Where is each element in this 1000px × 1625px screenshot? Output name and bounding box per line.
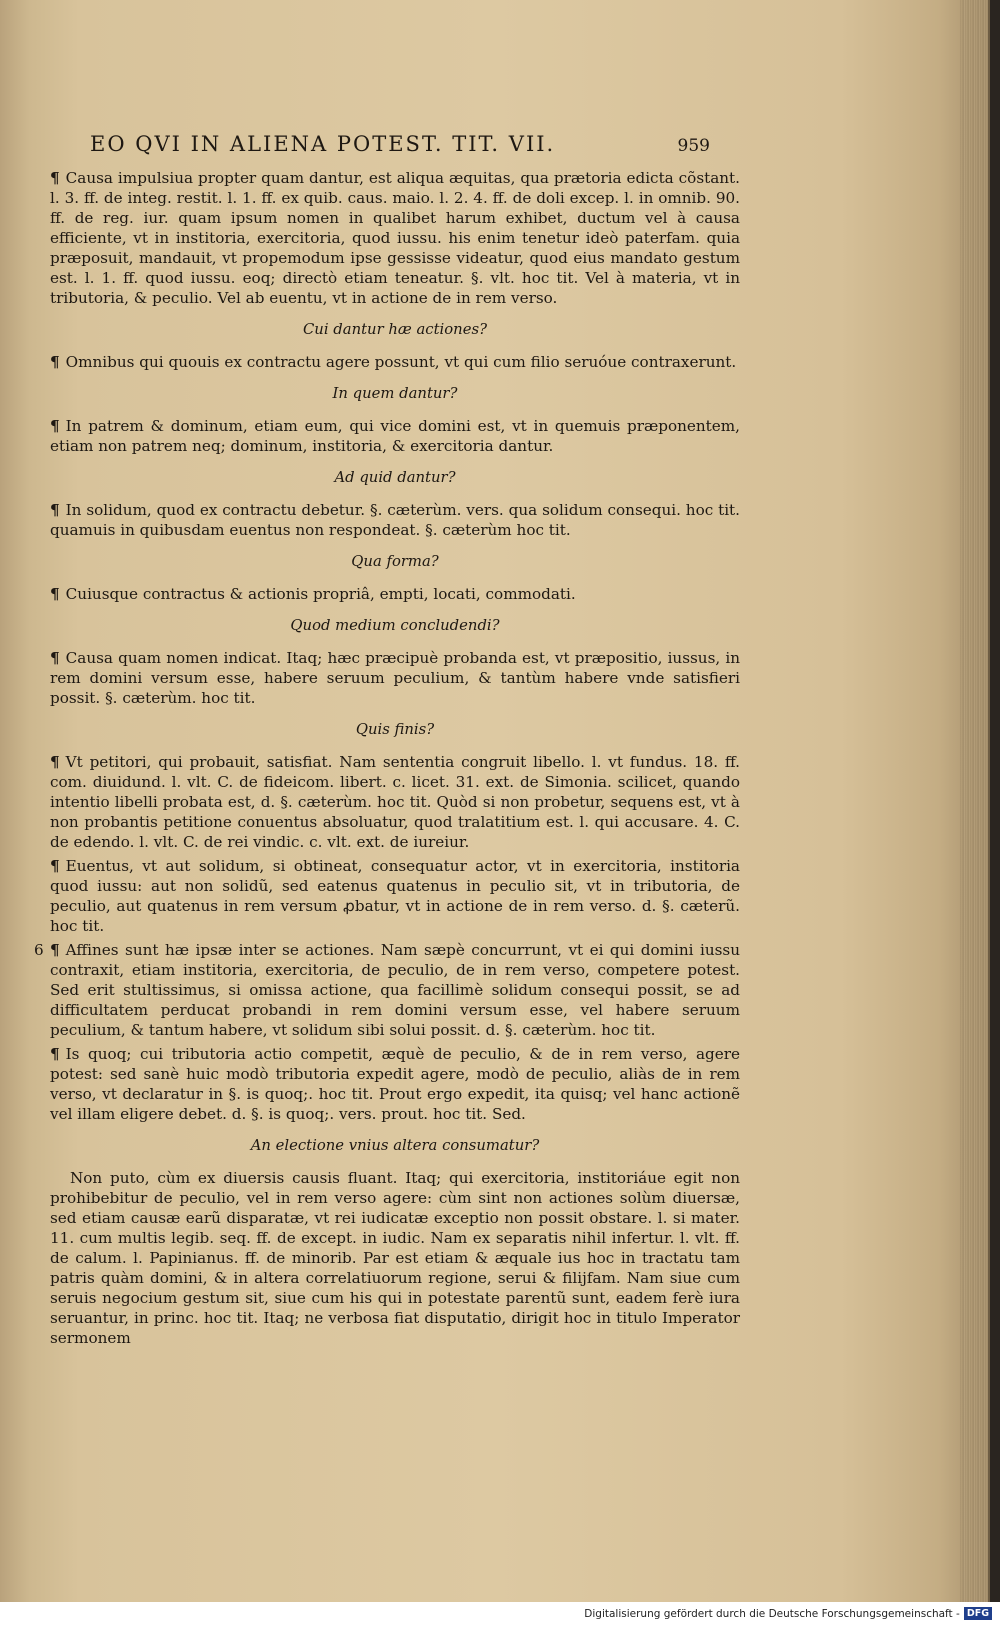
question-heading: Quod medium concludendi? <box>290 617 500 634</box>
paragraph-3: ¶ In patrem & dominum, etiam eum, qui vice domini est, vt in quemuis præponentem, etiam non patrem neq; dominum, institoria, & exercitoria dantur. <box>50 417 740 455</box>
running-header <box>90 132 710 156</box>
margin-note: 6 <box>34 941 44 959</box>
footer-text: Digitalisierung gefördert durch die Deutsche Forschungsgemeinschaft - <box>584 1607 960 1620</box>
paragraph-5: ¶ Cuiusque contractus & actionis propriâ, empti, locati, commodati. <box>50 585 576 603</box>
paragraph-9: 6 ¶ Affines sunt hæ ipsæ inter se actiones. Nam sæpè concurrunt, vt ei qui domini iussu contraxit, etiam institoria, exercitoria, de peculio, de in rem verso, competere potest. Sed erit stultissimus, si omissa actione, qua facillimè solidum consequi possit, se ad difficultatem perducat probandi in rem domini versum esse, vel habere seruum peculium, & tantum habere, vt solidum sibi solui possit. d. §. cæterùm. hoc tit. <box>34 941 740 1039</box>
page-body <box>34 168 740 1352</box>
page-edge <box>960 0 988 1602</box>
paragraph-11: Non puto, cùm ex diuersis causis fluant. Itaq; qui exercitoria, institoriáue egit non prohibebitur de peculio, vel in rem verso agere: cùm sint non actiones solùm diuersæ, sed etiam causæ earũ disparatæ, vt rei iudicatæ exceptio non possit obstare. l. si mater. 11. cum multis legib. seq. ff. de except. in iudic. Nam ex separatis nihil infertur. l. vlt. ff. de calum. l. Papinianus. ff. de minorib. Par est etiam & æquale ius hoc in tractatu tam patris quàm domini, & in altera correlatiuorum regione, serui & filijfam. Nam siue cum seruis negocium gestum sit, siue cum his qui in potestate parentũ sunt, eadem ferè iura seruantur, in princ. hoc tit. Itaq; ne verbosa fiat disputatio, dirigit hoc in titulo Imperator sermonem <box>50 1169 740 1347</box>
pilcrow-icon: ¶ <box>50 169 60 187</box>
paragraph-8: ¶ Euentus, vt aut solidum, si obtineat, consequatur actor, vt in exercitoria, institoria quod iussu: aut non solidũ, sed eatenus quatenus in peculio sit, vt in tributoria, de peculio, aut quatenus in rem versum ꝓbatur, vt in actione de in rem verso. d. §. cæterũ. hoc tit. <box>50 857 740 935</box>
question-heading: Qua forma? <box>351 553 439 570</box>
pilcrow-icon: ¶ <box>50 417 60 435</box>
pilcrow-icon: ¶ <box>50 857 60 875</box>
paragraph-2: ¶ Omnibus qui quouis ex contractu agere possunt, vt qui cum filio seruóue contraxerunt. <box>50 353 737 371</box>
header-title: EO QVI IN ALIENA POTEST. TIT. VII. <box>90 132 556 156</box>
pilcrow-icon: ¶ <box>50 753 60 771</box>
dfg-logo: DFG <box>964 1607 992 1620</box>
paragraph-7: ¶ Vt petitori, qui probauit, satisfiat. Nam sententia congruit libello. l. vt fundus. 18. ff. com. diuidund. l. vlt. C. de fideicom. libert. c. licet. 31. ext. de Simonia. scilicet, quando intentio libelli probata est, d. §. cæterùm. hoc tit. Quòd si non probetur, sequens est, vt à non probantis petitione conuentus absoluatur, quod tralatitium est. l. qui accusare. 4. C. de edendo. l. vlt. C. de rei vindic. c. vlt. ext. de iureiur. <box>50 753 740 851</box>
question-heading: Ad quid dantur? <box>334 469 456 486</box>
paragraph-6: ¶ Causa quam nomen indicat. Itaq; hæc præcipuè probanda est, vt præpositio, iussus, in rem domini versum esse, habere seruum peculium, & tantùm habere vnde satisfieri possit. §. cæterùm. hoc tit. <box>50 649 740 707</box>
page-number: 959 <box>677 136 710 156</box>
question-heading: An electione vnius altera consumatur? <box>250 1137 540 1154</box>
paragraph-1: ¶ Causa impulsiua propter quam dantur, est aliqua æquitas, qua prætoria edicta cõstant. l. 3. ff. de integ. restit. l. 1. ff. ex quib. caus. maio. l. 2. 4. ff. de doli excep. l. in omnib. 90. ff. de reg. iur. quam ipsum nomen in qualibet harum exhibet, ductum vel à causa efficiente, vt in institoria, exercitoria, quod iussu. his enim tenetur ideò paterfam. quia præposuit, mandauit, vt propemodum ipse gessisse videatur, quod eius mandato gestum est. l. 1. ff. quod iussu. eoq; directò etiam teneatur. §. vlt. hoc tit. Vel à materia, vt in tributoria, & peculio. Vel ab euentu, vt in actione de in rem verso. <box>50 169 740 307</box>
paragraph-10: ¶ Is quoq; cui tributoria actio competit, æquè de peculio, & de in rem verso, agere potest: sed sanè huic modò tributoria expedit agere, modò de peculio, aliàs de in rem verso, vt declaratur in §. is quoq;. hoc tit. Prout ergo expedit, ita quisq; vel hanc actionẽ vel illam eligere debet. d. §. is quoq;. vers. prout. hoc tit. Sed. <box>50 1045 740 1123</box>
pilcrow-icon: ¶ <box>50 585 60 603</box>
question-heading: In quem dantur? <box>332 385 458 402</box>
pilcrow-icon: ¶ <box>50 941 60 959</box>
pilcrow-icon: ¶ <box>50 353 60 371</box>
pilcrow-icon: ¶ <box>50 649 60 667</box>
digitization-footer <box>0 1602 1000 1625</box>
pilcrow-icon: ¶ <box>50 501 60 519</box>
question-heading: Quis finis? <box>355 721 435 738</box>
pilcrow-icon: ¶ <box>50 1045 60 1063</box>
question-heading: Cui dantur hæ actiones? <box>302 321 487 338</box>
paragraph-4: ¶ In solidum, quod ex contractu debetur. §. cæterùm. vers. qua solidum consequi. hoc tit. quamuis in quibusdam euentus non respondeat. §. cæterùm hoc tit. <box>50 501 740 539</box>
